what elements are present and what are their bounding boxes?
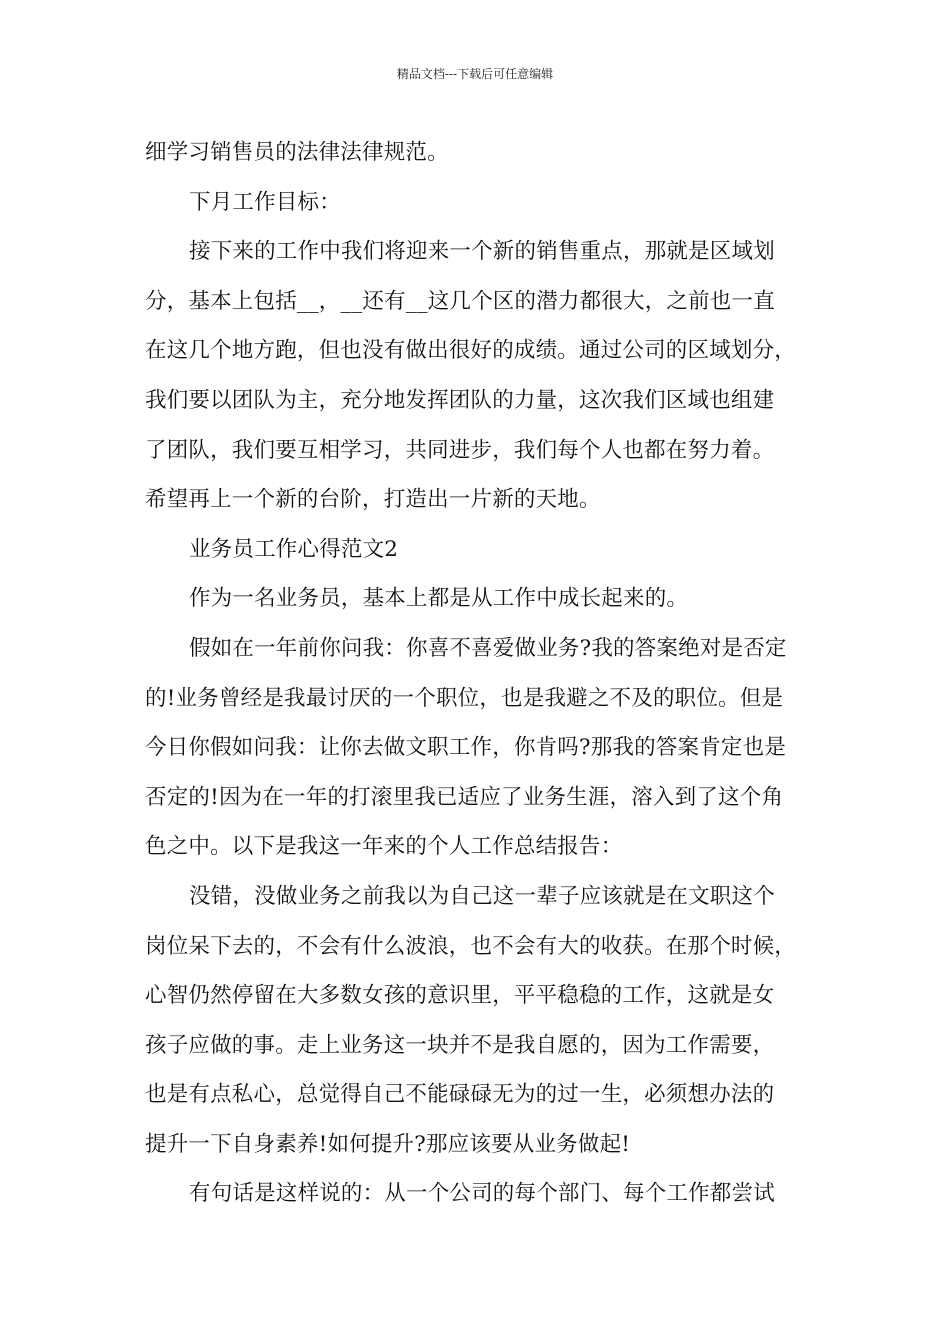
section-heading: 业务员工作心得范文2 (189, 536, 399, 562)
text-line: 作为一名业务员，基本上都是从工作中成长起来的。 (189, 586, 689, 612)
text-line: 没错，没做业务之前我以为自己这一辈子应该就是在文职这个 (189, 883, 775, 909)
document-body (145, 128, 810, 1219)
text-line: 否定的!因为在一年的打滚里我已适应了业务生涯，溶入到了这个角 (145, 784, 784, 810)
text-line: 下月工作目标： (189, 189, 341, 215)
text-line: 在这几个地方跑，但也没有做出很好的成绩。通过公司的区域划分， (145, 338, 797, 364)
text-line: 有句话是这样说的：从一个公司的每个部门、每个工作都尝试 (189, 1181, 775, 1207)
text-line: 希望再上一个新的台阶，打造出一片新的天地。 (145, 487, 601, 513)
text-line: 我们要以团队为主，充分地发挥团队的力量，这次我们区域也组建 (145, 387, 775, 413)
text-line: 孩子应做的事。走上业务这一块并不是我自愿的，因为工作需要， (145, 1032, 775, 1058)
text-line: 接下来的工作中我们将迎来一个新的销售重点，那就是区域划 (189, 239, 775, 265)
text-line: 也是有点私心，总觉得自己不能碌碌无为的过一生，必须想办法的 (145, 1082, 775, 1108)
text-line: 了团队，我们要互相学习，共同进步，我们每个人也都在努力着。 (145, 437, 775, 463)
text-line: 岗位呆下去的，不会有什么波浪，也不会有大的收获。在那个时候， (145, 933, 797, 959)
text-line: 的!业务曾经是我最讨厌的一个职位，也是我避之不及的职位。但是 (145, 685, 784, 711)
text-line: 细学习销售员的法律法律规范。 (145, 140, 449, 165)
text-line: 提升一下自身素养!如何提升?那应该要从业务做起! (145, 1131, 631, 1157)
text-line: 心智仍然停留在大多数女孩的意识里，平平稳稳的工作，这就是女 (145, 983, 775, 1009)
text-line: 色之中。以下是我这一年来的个人工作总结报告： (145, 834, 623, 860)
text-line: 分，基本上包括__，__还有__这几个区的潜力都很大，之前也一直 (145, 288, 775, 314)
text-line: 今日你假如问我：让你去做文职工作，你肯吗?那我的答案肯定也是 (145, 735, 787, 761)
page-header: 精品文档---下载后可任意编辑 (396, 67, 554, 81)
text-line: 假如在一年前你问我：你喜不喜爱做业务?我的答案绝对是否定 (189, 635, 787, 661)
